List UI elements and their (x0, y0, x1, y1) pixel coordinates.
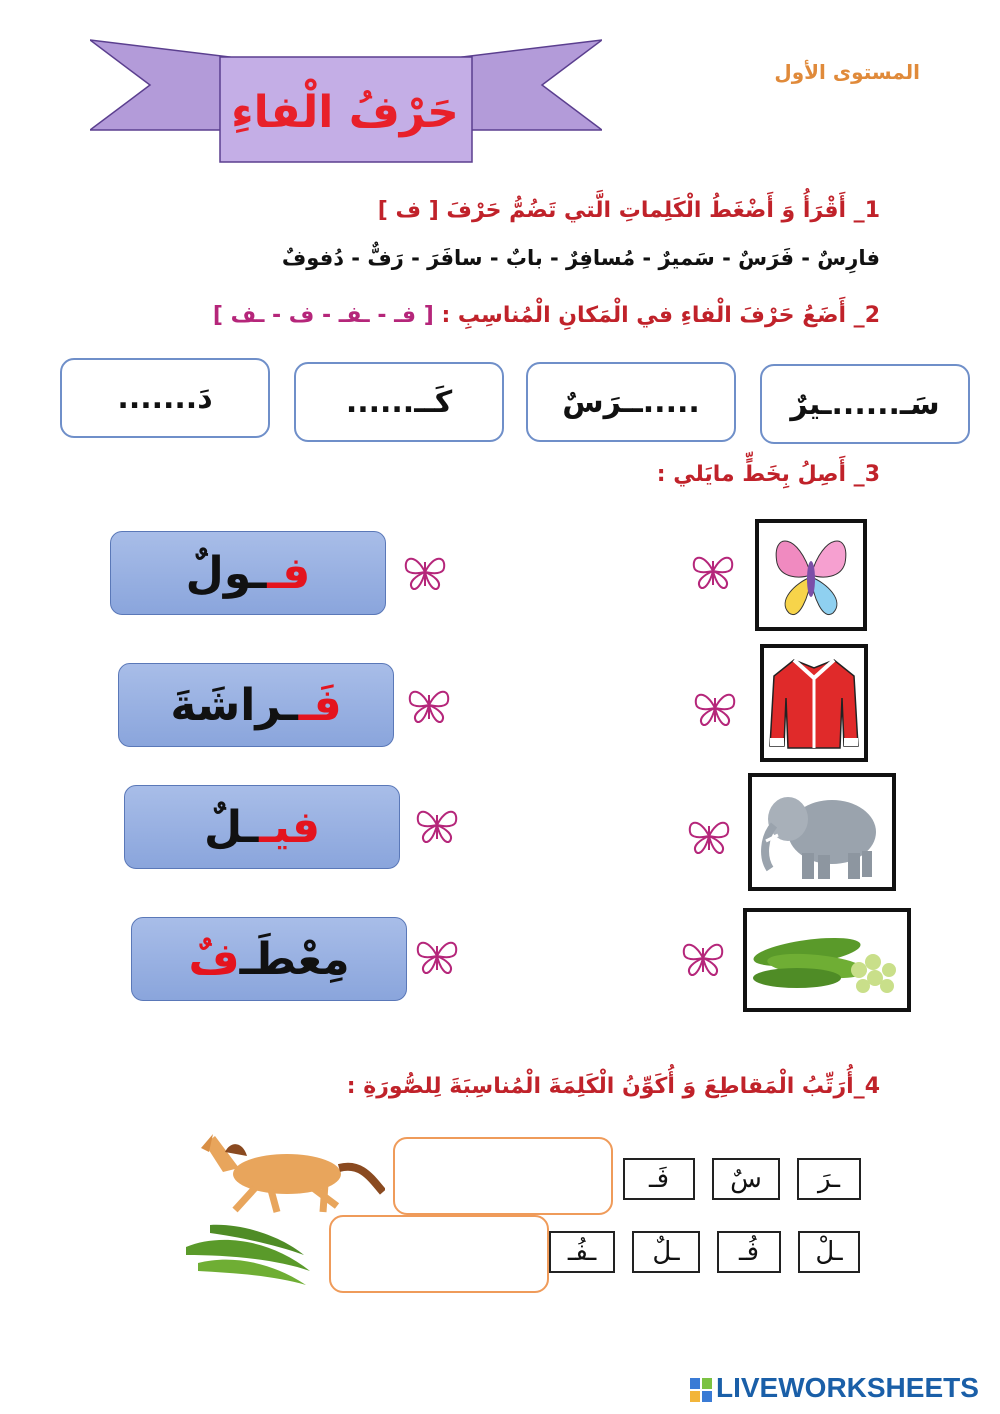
answer-box-horse[interactable] (393, 1137, 613, 1215)
q3-instruction: 3_ أَصِلُ بِخَطٍّ مايَلي : (656, 462, 880, 487)
q4-instruction: 4_أُرَتِّبُ الْمَقاطِعَ وَ أُكَوِّنُ الْكَلِمَةَ الْمُناسِبَةَ لِلصُّورَةِ : (346, 1074, 880, 1099)
butterfly-bullet-icon[interactable] (414, 805, 460, 845)
peppers-image (180, 1215, 320, 1289)
butterfly-bullet-icon[interactable] (690, 551, 736, 591)
fava-beans-image (747, 912, 907, 1008)
q2-instruction-text: 2_ أَضَعُ حَرْفَ الْفاءِ في الْمَكانِ الْمُناسِبِ : (441, 303, 880, 328)
word-card-farasha[interactable] (118, 663, 394, 747)
butterfly-bullet-icon[interactable] (402, 552, 448, 592)
card-rest: ـراشَةَ (170, 679, 298, 731)
card-prefix: مِعْطَـ (239, 933, 350, 985)
card-highlight: فَـ (297, 679, 342, 731)
fill-box-3[interactable]: كَــ...... (294, 362, 504, 442)
q2-instruction (213, 303, 880, 328)
q1-instruction: 1_ أَقْرَأُ وَ أَضْغَطُ الْكَلِماتِ الَّتي تَضُمُّ حَرْفَ [ ف ] (377, 198, 880, 223)
card-highlight: فٌ (188, 933, 240, 985)
syllable-tile[interactable]: ـرَ (797, 1158, 861, 1200)
answer-box-peppers[interactable] (329, 1215, 549, 1293)
butterfly-bullet-icon[interactable] (692, 688, 738, 728)
butterfly-image (759, 523, 863, 627)
syllable-tile[interactable]: ـلْ (798, 1231, 860, 1273)
card-rest: ـولٌ (185, 547, 267, 599)
elephant-image (752, 777, 892, 887)
q1-word-list[interactable]: فارِسٌ - فَرَسٌ - سَميرٌ - مُسافِرٌ - بابٌ - سافَرَ - رَفٌّ - دُفوفٌ (281, 246, 880, 270)
word-card-fil[interactable] (124, 785, 400, 869)
card-highlight: فيـ (258, 801, 321, 853)
horse-image (195, 1122, 385, 1214)
butterfly-bullet-icon[interactable] (414, 936, 460, 976)
picture-jacket (760, 644, 868, 762)
footer-brand: LIVEWORKSHEETS (716, 1372, 979, 1403)
butterfly-bullet-icon[interactable] (680, 938, 726, 978)
picture-fava-beans (743, 908, 911, 1012)
butterfly-bullet-icon[interactable] (686, 816, 732, 856)
fill-box-1[interactable]: سَـ......ـيرٌ (760, 364, 970, 444)
word-card-ful[interactable] (110, 531, 386, 615)
page-title: حَرْفُ الْفاءِ (231, 87, 459, 138)
jacket-image (764, 648, 864, 758)
word-card-mitaf[interactable] (131, 917, 407, 1001)
fill-box-2[interactable]: .....ــرَسٌ (526, 362, 736, 442)
butterfly-bullet-icon[interactable] (406, 685, 452, 725)
picture-elephant (748, 773, 896, 891)
syllable-tile[interactable]: فَـ (623, 1158, 695, 1200)
liveworksheets-logo-icon (690, 1378, 712, 1402)
q2-letter-forms: [ فـ - ـفـ - ف - ـف ] (212, 303, 434, 328)
syllable-tile[interactable]: سٌ (712, 1158, 780, 1200)
fill-box-4[interactable]: دَ....... (60, 358, 270, 438)
picture-butterfly (755, 519, 867, 631)
syllable-tile[interactable]: فُـ (717, 1231, 781, 1273)
card-rest: ـلٌ (203, 801, 259, 853)
syllable-tile[interactable]: ـفُـ (549, 1231, 615, 1273)
card-highlight: فـ (266, 547, 311, 599)
syllable-tile[interactable]: ـلٌ (632, 1231, 700, 1273)
level-label: المستوى الأول (774, 60, 920, 84)
